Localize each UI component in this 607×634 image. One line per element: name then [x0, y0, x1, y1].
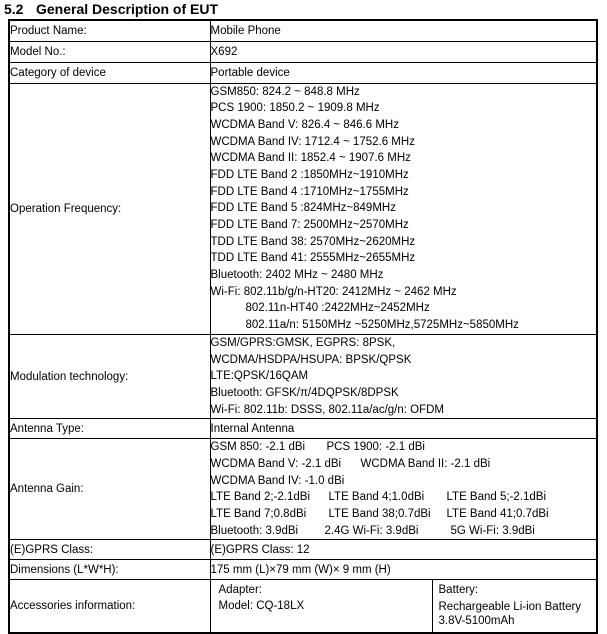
gprs-class-value: (E)GPRS Class: 12	[210, 540, 597, 560]
frequency-line: TDD LTE Band 38: 2570MHz~2620MHz	[210, 235, 416, 248]
antenna-type-value: Internal Antenna	[210, 419, 597, 439]
section-number: 5.2	[4, 1, 24, 17]
operation-frequency-value	[210, 83, 597, 334]
row-product-name	[9, 20, 597, 41]
modulation-line: WCDMA/HSDPA/HSUPA: BPSK/QPSK	[210, 353, 412, 366]
row-accessories	[9, 580, 597, 634]
gain-line	[211, 506, 597, 523]
frequency-line: PCS 1900: 1850.2 ~ 1909.8 MHz	[210, 102, 380, 115]
row-dimensions	[9, 560, 597, 580]
section-heading	[4, 1, 218, 17]
gain-line	[211, 489, 597, 506]
gain-entry: LTE Band 5;-2.1dBi	[446, 491, 547, 504]
adapter-model: Model: CQ-18LX	[218, 600, 305, 613]
model-no-label: Model No.:	[9, 41, 210, 62]
accessories-label: Accessories information:	[9, 580, 210, 634]
dimensions-label: Dimensions (L*W*H):	[9, 560, 210, 580]
gprs-class-label: (E)GPRS Class:	[9, 540, 210, 560]
gain-line	[211, 439, 597, 456]
frequency-line: TDD LTE Band 41: 2555MHz~2655MHz	[210, 252, 416, 265]
gain-entry: LTE Band 38;0.7dBi	[328, 508, 431, 520]
eut-description-table	[8, 19, 598, 634]
modulation-label: Modulation technology:	[9, 334, 210, 418]
row-modulation	[9, 334, 597, 418]
gain-entry: WCDMA Band II: -2.1 dBi	[360, 457, 491, 470]
section-title: General Description of EUT	[36, 1, 219, 17]
antenna-gain-label: Antenna Gain:	[9, 439, 210, 540]
frequency-line: WCDMA Band IV: 1712.4 ~ 1752.6 MHz	[210, 135, 415, 148]
frequency-line-indented: 802.11a/n: 5150MHz ~5250MHz,5725MHz~5850MHz	[245, 319, 519, 332]
frequency-line: Wi-Fi: 802.11b/g/n-HT20: 2412MHz ~ 2462 MHz	[210, 285, 457, 298]
adapter-title: Adapter:	[218, 584, 262, 597]
category-value: Portable device	[210, 62, 597, 83]
frequency-line: WCDMA Band V: 826.4 ~ 846.6 MHz	[210, 118, 399, 131]
gain-entry: LTE Band 7;0.8dBi	[210, 508, 307, 520]
frequency-line: FDD LTE Band 2 :1850MHz~1910MHz	[210, 168, 409, 181]
battery-info	[433, 580, 582, 632]
product-name-label: Product Name:	[9, 20, 210, 41]
accessories-value	[210, 580, 597, 634]
row-antenna-gain	[9, 439, 597, 540]
product-name-value: Mobile Phone	[210, 20, 597, 41]
gain-entry: PCS 1900: -2.1 dBi	[326, 441, 425, 454]
row-antenna-type	[9, 419, 597, 439]
gain-line	[211, 456, 597, 473]
gain-line: WCDMA Band IV: -1.0 dBi	[210, 474, 345, 487]
frequency-line-indented: 802.11n-HT40 :2422MHz~2452MHz	[245, 302, 430, 315]
row-gprs-class	[9, 540, 597, 560]
accessories-split	[219, 580, 597, 632]
gain-entry: LTE Band 2;-2.1dBi	[210, 491, 311, 504]
gain-entry: 5G Wi-Fi: 3.9dBi	[450, 524, 535, 537]
row-model-no	[9, 41, 597, 62]
model-no-value: X692	[210, 41, 597, 62]
battery-type: Rechargeable Li-ion Battery	[438, 601, 582, 614]
category-label: Category of device	[9, 62, 210, 83]
gain-entry: LTE Band 41;0.7dBi	[446, 508, 549, 520]
antenna-gain-value	[210, 439, 597, 540]
modulation-line: Wi-Fi: 802.11b: DSSS, 802.11a/ac/g/n: OFDM	[210, 403, 445, 416]
frequency-line: GSM850: 824.2 ~ 848.8 MHz	[210, 85, 360, 98]
gain-line	[211, 523, 597, 540]
row-operation-frequency	[9, 83, 597, 334]
frequency-line: WCDMA Band II: 1852.4 ~ 1907.6 MHz	[210, 152, 411, 165]
battery-spec: 3.8V-5100mAh	[438, 615, 515, 628]
operation-frequency-label: Operation Frequency:	[9, 83, 210, 334]
modulation-line: GSM/GPRS:GMSK, EGPRS: 8PSK,	[210, 336, 396, 349]
modulation-line: Bluetooth: GFSK/π/4DQPSK/8DPSK	[210, 386, 399, 399]
battery-title: Battery:	[438, 584, 479, 597]
gain-entry: Bluetooth: 3.9dBi	[210, 524, 299, 537]
frequency-line: FDD LTE Band 4 :1710MHz~1755MHz	[210, 185, 409, 198]
frequency-line: Bluetooth: 2402 MHz ~ 2480 MHz	[210, 269, 384, 282]
gain-entry: WCDMA Band V: -2.1 dBi	[210, 457, 342, 470]
frequency-line: FDD LTE Band 5 :824MHz~849MHz	[210, 202, 396, 215]
gain-entry: LTE Band 4;1.0dBi	[328, 491, 425, 504]
gain-entry: 2.4G Wi-Fi: 3.9dBi	[324, 524, 419, 537]
dimensions-value: 175 mm (L)×79 mm (W)× 9 mm (H)	[210, 560, 597, 580]
modulation-line: LTE:QPSK/16QAM	[210, 370, 309, 383]
antenna-type-label: Antenna Type:	[9, 419, 210, 439]
adapter-info	[219, 580, 433, 632]
row-category	[9, 62, 597, 83]
frequency-line: FDD LTE Band 7: 2500MHz~2570MHz	[210, 219, 409, 231]
modulation-value	[210, 334, 597, 418]
gain-entry: GSM 850: -2.1 dBi	[210, 441, 306, 454]
